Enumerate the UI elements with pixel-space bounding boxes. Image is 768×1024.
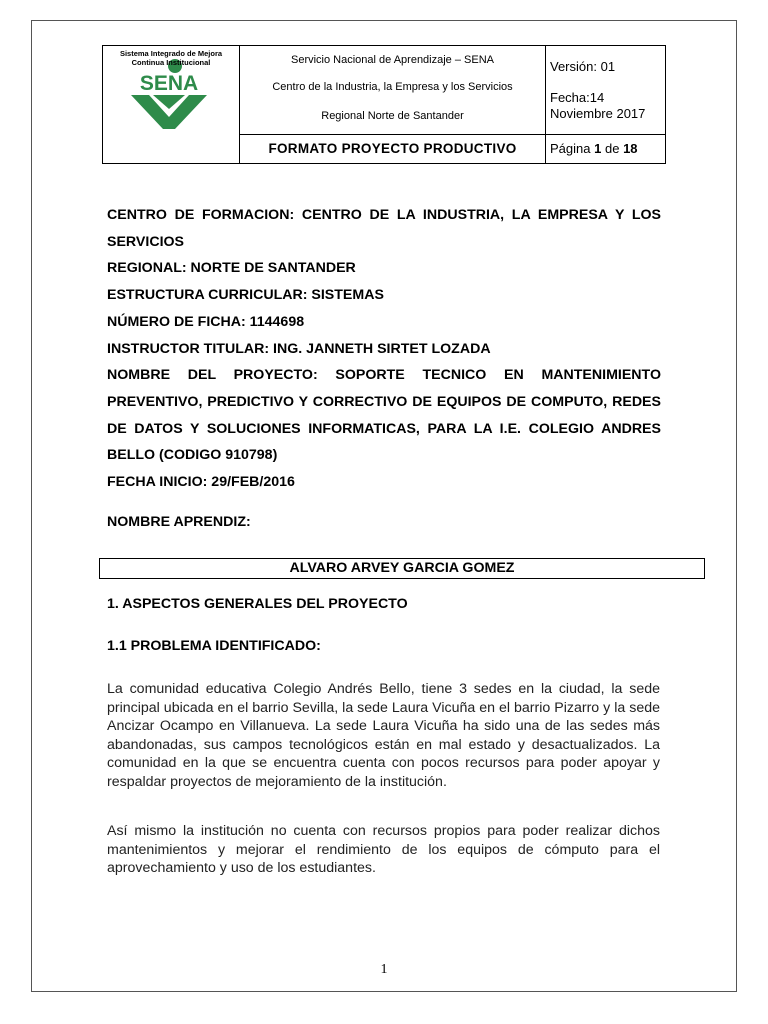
nombre-proyecto: NOMBRE DEL PROYECTO: SOPORTE TECNICO EN MANTENIMIENTO PREVENTIVO, PREDICTIVO Y CORRECTIVO DE EQUIPOS DE COMPUTO, REDES DE DATOS Y SOLUCIONES INFORMATICAS, PARA LA I.E. COLEGIO ANDRES BELLO (CODIGO 910798) bbox=[107, 367, 661, 464]
date-line-2: Noviembre 2017 bbox=[550, 106, 646, 121]
regional: REGIONAL: NORTE DE SANTANDER bbox=[107, 260, 356, 277]
date-line-1: Fecha:14 bbox=[550, 90, 605, 105]
section-1-heading: 1. ASPECTOS GENERALES DEL PROYECTO bbox=[107, 596, 408, 612]
center-name: Centro de la Industria, la Empresa y los Servicios bbox=[272, 81, 513, 93]
page-of: de bbox=[604, 141, 620, 156]
fecha-inicio: FECHA INICIO: 29/FEB/2016 bbox=[107, 474, 295, 491]
institution-name: Servicio Nacional de Aprendizaje – SENA bbox=[290, 54, 494, 66]
section-1-1-heading: 1.1 PROBLEMA IDENTIFICADO: bbox=[107, 638, 321, 654]
problem-paragraph-1: La comunidad educativa Colegio Andrés Bello, tiene 3 sedes en la ciudad, la sede principal ubicada en el barrio Sevilla, la sede Laura Vicuña en el barrio Pizarro y la sede Ancizar Ocampo en Villanueva. La sede Laura Vicuña ha sido una de las sedes más abandonadas, sus campos tecnológicos están en mal estado y desactualizados. La comunidad en la que se encuentra cuenta con pocos recursos para poder apoyar y respaldar proyectos de mejoramiento de la institución. bbox=[107, 681, 660, 790]
header-center-cell bbox=[240, 46, 546, 135]
header-info-cell bbox=[546, 46, 666, 135]
sena-logo-icon bbox=[127, 57, 217, 129]
page-current: 1 bbox=[594, 141, 602, 156]
page-total: 18 bbox=[623, 141, 638, 156]
page-number: 1 bbox=[380, 962, 388, 977]
numero-ficha: NÚMERO DE FICHA: 1144698 bbox=[107, 313, 305, 330]
page-counter bbox=[550, 141, 665, 156]
project-metadata bbox=[107, 202, 661, 496]
aprendiz-name-box: ALVARO ARVEY GARCIA GOMEZ bbox=[99, 558, 705, 579]
estructura-curricular: ESTRUCTURA CURRICULAR: SISTEMAS bbox=[107, 287, 384, 304]
page-info-cell bbox=[546, 135, 666, 164]
format-title: FORMATO PROYECTO PRODUCTIVO bbox=[268, 141, 517, 156]
version-label: Versión: 01 bbox=[550, 59, 616, 74]
page-label: Página bbox=[550, 141, 591, 156]
system-name: Sistema Integrado de Mejora Continua Institucional bbox=[119, 49, 223, 67]
regional-name: Regional Norte de Santander bbox=[321, 110, 464, 122]
nombre-aprendiz-label: NOMBRE APRENDIZ: bbox=[107, 514, 251, 530]
centro-formacion: CENTRO DE FORMACION: CENTRO DE LA INDUSTRIA, LA EMPRESA Y LOS SERVICIOS bbox=[107, 207, 661, 250]
date-label bbox=[550, 90, 665, 122]
instructor-titular: INSTRUCTOR TITULAR: ING. JANNETH SIRTET LOZADA bbox=[107, 340, 491, 357]
problem-paragraph-2: Así mismo la institución no cuenta con recursos propios para poder realizar dichos mantenimientos y mejorar el rendimiento de los equipos de cómputo para el aprovechamiento y uso de los estudiantes. bbox=[107, 823, 660, 876]
document-header-table bbox=[102, 45, 666, 164]
logo-wordmark: SENA bbox=[139, 72, 199, 95]
format-title-cell bbox=[240, 135, 546, 164]
logo-cell bbox=[103, 46, 240, 164]
